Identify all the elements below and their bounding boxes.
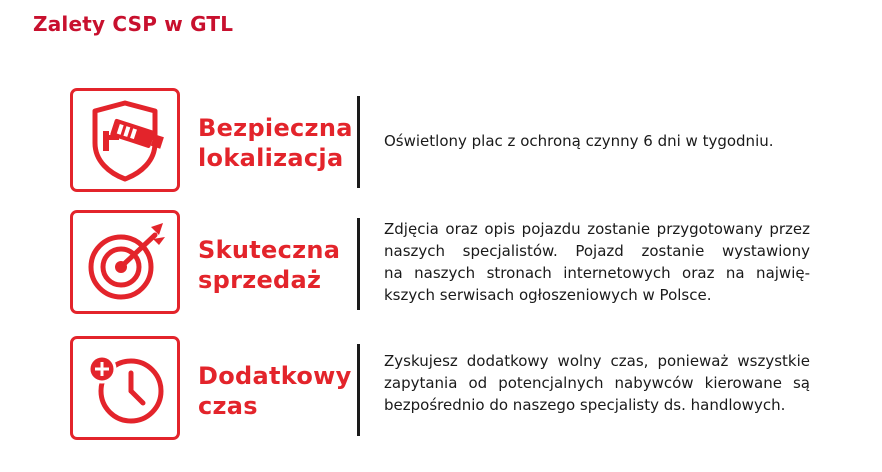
feature-heading-line: lokalizacja xyxy=(198,144,344,172)
description-line: kszych serwisach ogłoszeniowych w Polsce. xyxy=(384,286,712,304)
feature-icon-box xyxy=(70,210,180,314)
feature-description xyxy=(384,130,810,152)
divider xyxy=(357,344,360,436)
clock-plus-icon xyxy=(73,339,177,437)
feature-description xyxy=(384,218,810,306)
feature-row-security xyxy=(0,86,882,196)
feature-heading-line: sprzedaż xyxy=(198,266,322,294)
feature-heading-line: czas xyxy=(198,392,258,420)
feature-row-sales xyxy=(0,208,882,318)
feature-heading-line: Skuteczna xyxy=(198,236,341,264)
description-line: Oświetlony plac z ochroną czynny 6 dni w tygodniu. xyxy=(384,132,774,150)
feature-row-time xyxy=(0,334,882,444)
description-line: bezpośrednio do naszego specjalisty ds. handlowych. xyxy=(384,396,786,414)
shield-camera-icon xyxy=(73,91,177,189)
feature-heading xyxy=(198,361,352,421)
divider xyxy=(357,96,360,188)
description-line: zapytania od potencjalnych nabywców kierowane są xyxy=(384,374,810,392)
feature-heading-line: Dodatkowy xyxy=(198,362,352,390)
feature-heading xyxy=(198,113,353,173)
feature-icon-box xyxy=(70,88,180,192)
page-title: Zalety CSP w GTL xyxy=(33,12,234,36)
target-arrow-icon xyxy=(73,213,177,311)
description-line: Zdjęcia oraz opis pojazdu zostanie przygotowany przez xyxy=(384,220,810,238)
description-line: na naszych stronach internetowych oraz na najwię- xyxy=(384,264,810,282)
feature-icon-box xyxy=(70,336,180,440)
feature-description xyxy=(384,350,810,416)
description-line: Zyskujesz dodatkowy wolny czas, ponieważ wszystkie xyxy=(384,352,810,370)
feature-heading-line: Bezpieczna xyxy=(198,114,353,142)
description-line: naszych specjalistów. Pojazd zostanie wystawiony xyxy=(384,242,810,260)
divider xyxy=(357,218,360,310)
feature-heading xyxy=(198,235,340,295)
